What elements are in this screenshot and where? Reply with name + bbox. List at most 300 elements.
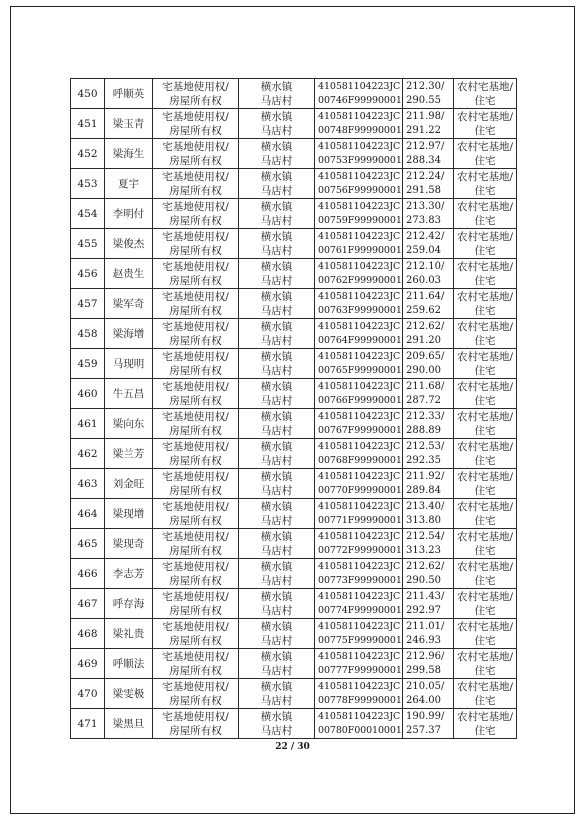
right-type-cell	[153, 169, 239, 199]
location-cell	[239, 439, 315, 469]
row-number-cell: 450	[71, 79, 105, 109]
owner-name-cell: 李志芳	[105, 559, 153, 589]
unit-code-line: 00761F99990001	[318, 244, 402, 256]
location-line: 马店村	[260, 694, 293, 707]
area-line: 292.35	[406, 454, 441, 466]
right-type-line: 房屋所有权	[169, 124, 222, 137]
unit-code-line: 00767F99990001	[318, 424, 402, 436]
land-use-cell	[454, 289, 517, 319]
unit-code-line: 410581104223JC	[318, 260, 401, 272]
right-type-cell	[153, 649, 239, 679]
location-cell	[239, 79, 315, 109]
land-use-cell	[454, 259, 517, 289]
location-line: 马店村	[260, 214, 293, 227]
unit-code-cell	[315, 199, 403, 229]
land-use-cell	[454, 139, 517, 169]
land-use-cell	[454, 499, 517, 529]
land-use-cell	[454, 649, 517, 679]
land-use-line: 住宅	[474, 394, 496, 407]
location-line: 横水镇	[260, 680, 293, 693]
owner-name-cell: 梁雯极	[105, 679, 153, 709]
location-cell	[239, 169, 315, 199]
right-type-cell	[153, 529, 239, 559]
row-number-cell: 466	[71, 559, 105, 589]
unit-code-line: 410581104223JC	[318, 530, 401, 542]
table-row	[71, 319, 517, 349]
owner-name-cell: 梁海增	[105, 319, 153, 349]
unit-code-line: 00763F99990001	[318, 304, 402, 316]
location-cell	[239, 289, 315, 319]
land-use-line: 住宅	[474, 634, 496, 647]
right-type-cell	[153, 409, 239, 439]
location-line: 横水镇	[260, 590, 293, 603]
area-line: 246.93	[406, 634, 441, 646]
right-type-line: 宅基地使用权/	[162, 260, 229, 273]
right-type-line: 宅基地使用权/	[162, 650, 229, 663]
unit-code-cell	[315, 529, 403, 559]
land-use-cell	[454, 199, 517, 229]
area-line: 209.65/	[406, 350, 445, 362]
unit-code-cell	[315, 79, 403, 109]
area-cell	[403, 529, 454, 559]
unit-code-cell	[315, 109, 403, 139]
location-line: 横水镇	[260, 260, 293, 273]
location-line: 马店村	[260, 184, 293, 197]
unit-code-cell	[315, 499, 403, 529]
unit-code-line: 410581104223JC	[318, 590, 401, 602]
right-type-line: 房屋所有权	[169, 514, 222, 527]
owner-name-cell: 赵贵生	[105, 259, 153, 289]
location-cell	[239, 469, 315, 499]
land-use-line: 住宅	[474, 274, 496, 287]
right-type-line: 房屋所有权	[169, 364, 222, 377]
right-type-cell	[153, 319, 239, 349]
unit-code-line: 00778F99990001	[318, 694, 402, 706]
area-line: 291.58	[406, 184, 441, 196]
row-number-cell: 451	[71, 109, 105, 139]
area-line: 212.42/	[406, 230, 445, 242]
unit-code-line: 00771F99990001	[318, 514, 402, 526]
area-cell	[403, 679, 454, 709]
right-type-cell	[153, 109, 239, 139]
location-line: 横水镇	[260, 530, 293, 543]
location-line: 横水镇	[260, 650, 293, 663]
location-cell	[239, 109, 315, 139]
unit-code-line: 410581104223JC	[318, 170, 401, 182]
land-use-line: 农村宅基地/	[456, 530, 514, 543]
row-number-cell: 465	[71, 529, 105, 559]
area-line: 264.00	[406, 694, 441, 706]
location-cell	[239, 139, 315, 169]
unit-code-line: 00764F99990001	[318, 334, 402, 346]
table-row	[71, 709, 517, 739]
right-type-line: 房屋所有权	[169, 184, 222, 197]
owner-name-cell: 牛五昌	[105, 379, 153, 409]
unit-code-line: 410581104223JC	[318, 710, 401, 722]
unit-code-cell	[315, 469, 403, 499]
unit-code-line: 00766F99990001	[318, 394, 402, 406]
table-row	[71, 529, 517, 559]
location-line: 横水镇	[260, 410, 293, 423]
unit-code-line: 410581104223JC	[318, 320, 401, 332]
table-row	[71, 139, 517, 169]
area-cell	[403, 439, 454, 469]
unit-code-cell	[315, 259, 403, 289]
land-use-cell	[454, 589, 517, 619]
location-cell	[239, 529, 315, 559]
area-cell	[403, 379, 454, 409]
right-type-line: 宅基地使用权/	[162, 620, 229, 633]
location-line: 横水镇	[260, 200, 293, 213]
table-row	[71, 229, 517, 259]
unit-code-line: 410581104223JC	[318, 200, 401, 212]
area-cell	[403, 619, 454, 649]
unit-code-line: 00772F99990001	[318, 544, 402, 556]
unit-code-line: 410581104223JC	[318, 350, 401, 362]
owner-name-cell: 呼顺英	[105, 79, 153, 109]
unit-code-line: 00762F99990001	[318, 274, 402, 286]
unit-code-line: 00774F99990001	[318, 604, 402, 616]
area-line: 290.55	[406, 94, 441, 106]
table-row	[71, 169, 517, 199]
land-use-line: 农村宅基地/	[456, 380, 514, 393]
area-line: 259.62	[406, 304, 441, 316]
land-use-cell	[454, 619, 517, 649]
row-number-cell: 457	[71, 289, 105, 319]
land-use-line: 农村宅基地/	[456, 260, 514, 273]
table-row	[71, 379, 517, 409]
land-use-line: 农村宅基地/	[456, 410, 514, 423]
area-line: 260.03	[406, 274, 441, 286]
land-use-line: 农村宅基地/	[456, 440, 514, 453]
right-type-line: 宅基地使用权/	[162, 350, 229, 363]
area-line: 299.58	[406, 664, 441, 676]
land-use-cell	[454, 469, 517, 499]
unit-code-line: 00773F99990001	[318, 574, 402, 586]
location-cell	[239, 589, 315, 619]
unit-code-line: 410581104223JC	[318, 380, 401, 392]
owner-name-cell: 梁海生	[105, 139, 153, 169]
location-line: 马店村	[260, 364, 293, 377]
right-type-cell	[153, 139, 239, 169]
location-line: 马店村	[260, 394, 293, 407]
area-line: 291.20	[406, 334, 441, 346]
land-use-line: 住宅	[474, 244, 496, 257]
right-type-cell	[153, 349, 239, 379]
right-type-line: 房屋所有权	[169, 664, 222, 677]
right-type-line: 宅基地使用权/	[162, 710, 229, 723]
land-use-cell	[454, 709, 517, 739]
land-use-line: 农村宅基地/	[456, 680, 514, 693]
area-line: 212.24/	[406, 170, 445, 182]
area-line: 289.84	[406, 484, 441, 496]
right-type-line: 房屋所有权	[169, 724, 222, 737]
land-use-line: 农村宅基地/	[456, 590, 514, 603]
area-line: 213.30/	[406, 200, 445, 212]
owner-name-cell: 梁玉青	[105, 109, 153, 139]
location-cell	[239, 649, 315, 679]
right-type-line: 房屋所有权	[169, 694, 222, 707]
location-line: 横水镇	[260, 350, 293, 363]
right-type-line: 宅基地使用权/	[162, 140, 229, 153]
location-cell	[239, 229, 315, 259]
location-line: 马店村	[260, 544, 293, 557]
row-number-cell: 467	[71, 589, 105, 619]
area-line: 313.80	[406, 514, 441, 526]
right-type-line: 房屋所有权	[169, 634, 222, 647]
land-use-line: 农村宅基地/	[456, 650, 514, 663]
right-type-line: 宅基地使用权/	[162, 110, 229, 123]
area-line: 211.68/	[406, 380, 445, 392]
table-row	[71, 469, 517, 499]
land-use-cell	[454, 439, 517, 469]
location-line: 横水镇	[260, 170, 293, 183]
location-cell	[239, 679, 315, 709]
table-row	[71, 289, 517, 319]
right-type-line: 房屋所有权	[169, 544, 222, 557]
location-line: 横水镇	[260, 110, 293, 123]
area-line: 290.50	[406, 574, 441, 586]
land-use-line: 住宅	[474, 514, 496, 527]
land-use-line: 住宅	[474, 724, 496, 737]
land-use-line: 农村宅基地/	[456, 560, 514, 573]
row-number-cell: 453	[71, 169, 105, 199]
unit-code-line: 410581104223JC	[318, 650, 401, 662]
right-type-line: 宅基地使用权/	[162, 470, 229, 483]
land-use-line: 农村宅基地/	[456, 140, 514, 153]
right-type-line: 宅基地使用权/	[162, 170, 229, 183]
land-use-line: 住宅	[474, 94, 496, 107]
unit-code-line: 00765F99990001	[318, 364, 402, 376]
area-cell	[403, 559, 454, 589]
right-type-line: 宅基地使用权/	[162, 320, 229, 333]
table-row	[71, 79, 517, 109]
right-type-line: 房屋所有权	[169, 304, 222, 317]
unit-code-line: 410581104223JC	[318, 560, 401, 572]
right-type-cell	[153, 619, 239, 649]
area-cell	[403, 469, 454, 499]
unit-code-cell	[315, 559, 403, 589]
right-type-line: 宅基地使用权/	[162, 290, 229, 303]
land-use-cell	[454, 169, 517, 199]
right-type-line: 宅基地使用权/	[162, 500, 229, 513]
right-type-cell	[153, 379, 239, 409]
right-type-line: 房屋所有权	[169, 274, 222, 287]
area-cell	[403, 289, 454, 319]
land-use-line: 农村宅基地/	[456, 80, 514, 93]
area-cell	[403, 259, 454, 289]
right-type-line: 宅基地使用权/	[162, 80, 229, 93]
table-row	[71, 409, 517, 439]
location-line: 马店村	[260, 514, 293, 527]
owner-name-cell: 梁军奇	[105, 289, 153, 319]
land-use-line: 农村宅基地/	[456, 200, 514, 213]
area-line: 211.43/	[406, 590, 445, 602]
table-row	[71, 199, 517, 229]
land-use-cell	[454, 79, 517, 109]
row-number-cell: 458	[71, 319, 105, 349]
location-line: 马店村	[260, 304, 293, 317]
area-line: 211.98/	[406, 110, 445, 122]
unit-code-line: 410581104223JC	[318, 440, 401, 452]
unit-code-cell	[315, 349, 403, 379]
location-line: 横水镇	[260, 560, 293, 573]
area-line: 288.34	[406, 154, 441, 166]
owner-name-cell: 刘金旺	[105, 469, 153, 499]
location-line: 马店村	[260, 484, 293, 497]
area-line: 259.04	[406, 244, 441, 256]
unit-code-line: 410581104223JC	[318, 410, 401, 422]
unit-code-line: 410581104223JC	[318, 470, 401, 482]
land-use-line: 农村宅基地/	[456, 620, 514, 633]
right-type-cell	[153, 559, 239, 589]
area-cell	[403, 649, 454, 679]
right-type-cell	[153, 289, 239, 319]
area-line: 212.10/	[406, 260, 445, 272]
right-type-cell	[153, 199, 239, 229]
registration-table	[70, 78, 517, 739]
area-line: 210.05/	[406, 680, 445, 692]
land-use-line: 农村宅基地/	[456, 110, 514, 123]
table-row	[71, 349, 517, 379]
land-use-cell	[454, 349, 517, 379]
location-line: 横水镇	[260, 230, 293, 243]
land-use-line: 农村宅基地/	[456, 710, 514, 723]
owner-name-cell: 马现明	[105, 349, 153, 379]
unit-code-cell	[315, 289, 403, 319]
table-body	[71, 79, 517, 739]
row-number-cell: 454	[71, 199, 105, 229]
page-number: 22 / 30	[275, 742, 310, 752]
right-type-line: 房屋所有权	[169, 214, 222, 227]
table-row	[71, 559, 517, 589]
location-cell	[239, 409, 315, 439]
land-use-cell	[454, 559, 517, 589]
area-line: 313.23	[406, 544, 441, 556]
unit-code-line: 00770F99990001	[318, 484, 402, 496]
area-line: 211.64/	[406, 290, 445, 302]
area-cell	[403, 589, 454, 619]
row-number-cell: 461	[71, 409, 105, 439]
unit-code-line: 410581104223JC	[318, 500, 401, 512]
area-cell	[403, 109, 454, 139]
land-use-line: 住宅	[474, 184, 496, 197]
owner-name-cell: 呼顺法	[105, 649, 153, 679]
unit-code-line: 00756F99990001	[318, 184, 402, 196]
land-use-line: 住宅	[474, 304, 496, 317]
row-number-cell: 471	[71, 709, 105, 739]
right-type-line: 房屋所有权	[169, 394, 222, 407]
right-type-line: 宅基地使用权/	[162, 530, 229, 543]
area-line: 212.62/	[406, 560, 445, 572]
land-use-line: 农村宅基地/	[456, 470, 514, 483]
area-line: 291.22	[406, 124, 441, 136]
unit-code-line: 410581104223JC	[318, 230, 401, 242]
owner-name-cell: 梁俊杰	[105, 229, 153, 259]
owner-name-cell: 李明付	[105, 199, 153, 229]
location-line: 马店村	[260, 664, 293, 677]
right-type-line: 房屋所有权	[169, 94, 222, 107]
land-use-line: 住宅	[474, 664, 496, 677]
location-line: 马店村	[260, 634, 293, 647]
unit-code-cell	[315, 379, 403, 409]
area-cell	[403, 139, 454, 169]
right-type-cell	[153, 469, 239, 499]
location-line: 横水镇	[260, 440, 293, 453]
row-number-cell: 455	[71, 229, 105, 259]
unit-code-line: 00775F99990001	[318, 634, 402, 646]
right-type-cell	[153, 709, 239, 739]
unit-code-cell	[315, 139, 403, 169]
location-cell	[239, 499, 315, 529]
right-type-line: 宅基地使用权/	[162, 230, 229, 243]
location-line: 马店村	[260, 124, 293, 137]
row-number-cell: 459	[71, 349, 105, 379]
land-use-cell	[454, 679, 517, 709]
table-row	[71, 109, 517, 139]
location-line: 马店村	[260, 454, 293, 467]
land-use-line: 住宅	[474, 694, 496, 707]
area-cell	[403, 409, 454, 439]
location-line: 横水镇	[260, 320, 293, 333]
location-line: 横水镇	[260, 380, 293, 393]
location-cell	[239, 259, 315, 289]
table-row	[71, 679, 517, 709]
area-cell	[403, 319, 454, 349]
right-type-line: 房屋所有权	[169, 334, 222, 347]
right-type-line: 房屋所有权	[169, 154, 222, 167]
right-type-line: 宅基地使用权/	[162, 680, 229, 693]
location-line: 马店村	[260, 334, 293, 347]
right-type-cell	[153, 499, 239, 529]
row-number-cell: 464	[71, 499, 105, 529]
area-line: 211.01/	[406, 620, 445, 632]
right-type-line: 宅基地使用权/	[162, 560, 229, 573]
land-use-line: 住宅	[474, 154, 496, 167]
right-type-cell	[153, 679, 239, 709]
area-line: 273.83	[406, 214, 441, 226]
unit-code-line: 410581104223JC	[318, 140, 401, 152]
location-cell	[239, 199, 315, 229]
location-line: 横水镇	[260, 470, 293, 483]
location-line: 横水镇	[260, 140, 293, 153]
land-use-cell	[454, 319, 517, 349]
unit-code-cell	[315, 409, 403, 439]
row-number-cell: 452	[71, 139, 105, 169]
unit-code-line: 410581104223JC	[318, 110, 401, 122]
land-use-line: 住宅	[474, 544, 496, 557]
right-type-line: 房屋所有权	[169, 424, 222, 437]
area-line: 288.89	[406, 424, 441, 436]
area-line: 287.72	[406, 394, 441, 406]
unit-code-cell	[315, 709, 403, 739]
table-row	[71, 589, 517, 619]
row-number-cell: 470	[71, 679, 105, 709]
right-type-cell	[153, 259, 239, 289]
location-line: 马店村	[260, 724, 293, 737]
land-use-line: 住宅	[474, 484, 496, 497]
table-row	[71, 499, 517, 529]
owner-name-cell: 梁兰芳	[105, 439, 153, 469]
owner-name-cell: 梁黑旦	[105, 709, 153, 739]
area-line: 292.97	[406, 604, 441, 616]
location-cell	[239, 379, 315, 409]
right-type-line: 宅基地使用权/	[162, 590, 229, 603]
land-use-line: 住宅	[474, 124, 496, 137]
right-type-line: 房屋所有权	[169, 484, 222, 497]
unit-code-line: 410581104223JC	[318, 290, 401, 302]
area-line: 212.30/	[406, 80, 445, 92]
